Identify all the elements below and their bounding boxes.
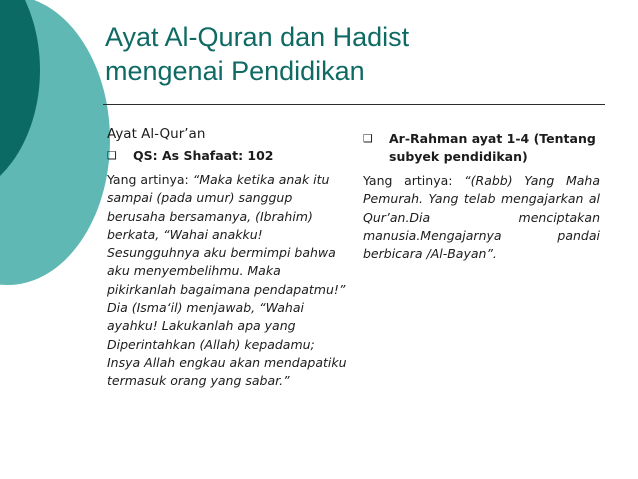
- left-bullet-item: [107, 147, 347, 165]
- right-bullet-item: [363, 130, 600, 166]
- left-body: [107, 171, 347, 391]
- square-bullet-icon: ❑: [107, 149, 117, 162]
- left-body-quote: “Maka ketika anak itu sampai (pada umur) sanggup berusaha bersamanya, (Ibrahim) berkata, “Wahai anakku! Sesungguhnya aku bermimpi bahwa aku menyembelihmu. Maka pikirkanlah bagaimana pendapatmu!” Dia (Isma‘il) menjawab, “Wahai ayahku! Lakukanlah apa yang Diperintahkan (Allah) kepadamu; Insya Allah engkau akan mendapatiku termasuk orang yang sabar.”: [107, 172, 347, 389]
- square-bullet-icon: ❑: [363, 132, 373, 145]
- right-body-prefix: Yang artinya:: [363, 173, 465, 188]
- right-body: [363, 172, 600, 263]
- slide-title: [105, 20, 605, 88]
- title-line-2: mengenai Pendidikan: [105, 56, 365, 86]
- left-column: [107, 125, 347, 391]
- title-divider: [103, 104, 605, 105]
- right-bullet-text: Ar-Rahman ayat 1-4 (Tentang subyek pendidikan): [389, 131, 596, 164]
- left-heading: Ayat Al-Qur’an: [107, 126, 206, 142]
- right-body-quote: “(Rabb) Yang Maha Pemurah. Yang telab mengajarkan al Qur’an.Dia menciptakan manusia.Mengajarnya pandai berbicara /Al-Bayan”.: [363, 173, 600, 262]
- title-line-1: Ayat Al-Quran dan Hadist: [105, 22, 410, 52]
- left-bullet-text: QS: As Shafaat: 102: [133, 148, 274, 163]
- left-body-prefix: Yang artinya:: [107, 172, 193, 187]
- right-column: [363, 130, 600, 263]
